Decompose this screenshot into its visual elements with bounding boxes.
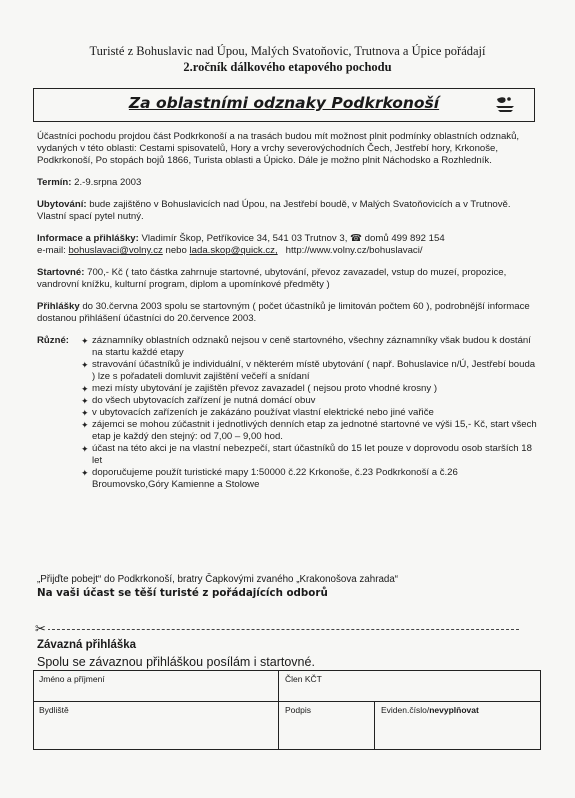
- contact-phone: domů 499 892 154: [364, 233, 445, 244]
- list-item: ✦ do všech ubytovacích zařízení je nutná domácí obuv: [81, 395, 316, 406]
- list-item: ✦ mezi místy ubytování je zajištěn převoz zavazadel ( nejsou proto vhodné krosny ): [81, 383, 438, 394]
- list-item: ✦ stravování účastníků je individuální, v některém místě ubytování ( např. Bohuslavice n/Ú, Jestřebí bouda ) lze s pořadateli domluvit zajištění večeří a snídaní: [81, 359, 536, 382]
- fee-paragraph: [37, 267, 537, 291]
- accommodation-label: Ubytování:: [37, 199, 87, 210]
- registration-paragraph: [37, 301, 537, 325]
- email-link-1[interactable]: bohuslavaci@volny.cz: [68, 245, 163, 256]
- form-title: Závazná přihláška: [37, 639, 137, 651]
- bullet-icon: ✦: [81, 360, 89, 370]
- header: [0, 44, 575, 75]
- accommodation-paragraph: [37, 199, 537, 223]
- registration-form-table: [33, 670, 541, 750]
- list-item: ✦ doporučujeme použít turistické mapy 1:50000 č.22 Krkonoše, č.23 Podkrkonoší a č.26 Broumovsko,Góry Kamienne a Stolowe: [81, 467, 458, 490]
- form-divider: [278, 671, 279, 749]
- title-box: [33, 88, 535, 122]
- contact-address: Vladimír Škop, Petříkovice 34, 541 03 Trutnov 3,: [141, 233, 348, 244]
- signature-field[interactable]: Podpis: [285, 705, 311, 715]
- name-field[interactable]: Jméno a příjmení: [39, 674, 105, 684]
- web-link[interactable]: http://www.volny.cz/bohuslavaci/: [285, 245, 423, 256]
- bullet-icon: ✦: [81, 444, 89, 454]
- accommodation-text: bude zajištěno v Bohuslavicích nad Úpou, na Jestřebí boudě, v Malých Svatoňovicích a v Trutnově. Vlastní spací pytel nutný.: [37, 199, 511, 222]
- misc-list: [81, 335, 537, 491]
- document-title: Za oblastními odznaky Podkrkonoší: [128, 94, 440, 112]
- intro-paragraph: Účastníci pochodu projdou část Podkrkonoší a na trasách budou mít možnost plnit podmínky oblastních odznaků, vydaných v této oblasti: Cestami spisovatelů, Hory a vrchy severovýchodních Čech, Jestřebí hory, Krkonoše, Podkrkonoší, Po stopách bojů 1866, Turista oblasti a Úpicko. Dále je možno plnit Náchodsko a Rozhledník.: [37, 131, 520, 166]
- list-item: ✦ v ubytovacích zařízeních je zakázáno používat vlastní elektrické nebo jiné vařiče: [81, 407, 434, 418]
- contact-paragraph: [37, 233, 537, 257]
- telephone-icon: ☎: [350, 233, 362, 244]
- misc-section: [37, 335, 537, 491]
- list-item: ✦ zájemci se mohou zúčastnit i jednotlivých denních etap za jednotné startovné ve výši 15,- Kč, start všech etap je každý den stejný: od 7,00 – 9,00 hod.: [81, 419, 537, 442]
- date-paragraph: [37, 177, 537, 189]
- hiker-emblem-icon: [494, 93, 516, 115]
- email-or: nebo: [165, 245, 187, 256]
- date-label: Termín:: [37, 177, 72, 188]
- misc-label: Různé:: [37, 335, 69, 346]
- registration-text: do 30.června 2003 spolu se startovným ( počet účastníků je limitován počtem 60 ), podrobnější informace dostanou přihlášení účastníci do 20.července 2003.: [37, 301, 530, 324]
- quote-line: „Přijďte pobejt“ do Podkrkonoší, bratry Čapkovými zvaného „Krakonošova zahrada“: [37, 574, 399, 585]
- fee-text: 700,- Kč ( tato částka zahrnuje startovné, ubytování, převoz zavazadel, vstup do muzeí, propozice, vandrovní knížku, kulturní program, diplom a upomínkové předměty ): [37, 267, 507, 290]
- cut-line: [37, 629, 519, 630]
- bullet-icon: ✦: [81, 408, 89, 418]
- bullet-icon: ✦: [81, 468, 89, 478]
- registration-label: Přihlášky: [37, 301, 80, 312]
- bullet-icon: ✦: [81, 396, 89, 406]
- email-link-2[interactable]: lada.skop@quick.cz,: [189, 245, 278, 256]
- address-field[interactable]: Bydliště: [39, 705, 69, 715]
- scissors-icon: ✂: [35, 621, 46, 636]
- bullet-icon: ✦: [81, 384, 89, 394]
- bullet-icon: ✦: [81, 336, 89, 346]
- fee-label: Startovné:: [37, 267, 85, 278]
- list-item: ✦ záznamníky oblastních odznaků nejsou v ceně startovného, všechny záznamníky však budou k dostání na startu každé etapy: [81, 335, 531, 358]
- organizers-line: Turisté z Bohuslavic nad Úpou, Malých Svatoňovic, Trutnova a Úpice pořádají: [89, 44, 486, 58]
- date-value: 2.-9.srpna 2003: [74, 177, 142, 188]
- evid-note: nevyplňovat: [429, 705, 479, 715]
- member-field[interactable]: Člen KČT: [285, 674, 322, 684]
- body-text: [37, 131, 537, 491]
- email-label: e-mail:: [37, 245, 66, 256]
- bullet-icon: ✦: [81, 420, 89, 430]
- slogan-line: Na vaši účast se těší turisté z pořádajících odborů: [37, 587, 328, 599]
- form-divider: [374, 701, 375, 749]
- evid-field[interactable]: [376, 702, 484, 718]
- contact-label: Informace a přihlášky:: [37, 233, 139, 244]
- form-subtitle: Spolu se závaznou přihláškou posílám i startovné.: [37, 655, 315, 669]
- event-edition-line: 2.ročník dálkového etapového pochodu: [183, 60, 392, 74]
- list-item: ✦ účast na této akci je na vlastní nebezpečí, start účastníků do 15 let pouze v doprovodu osob starších 18 let: [81, 443, 532, 466]
- evid-label: Eviden.číslo/: [381, 705, 430, 715]
